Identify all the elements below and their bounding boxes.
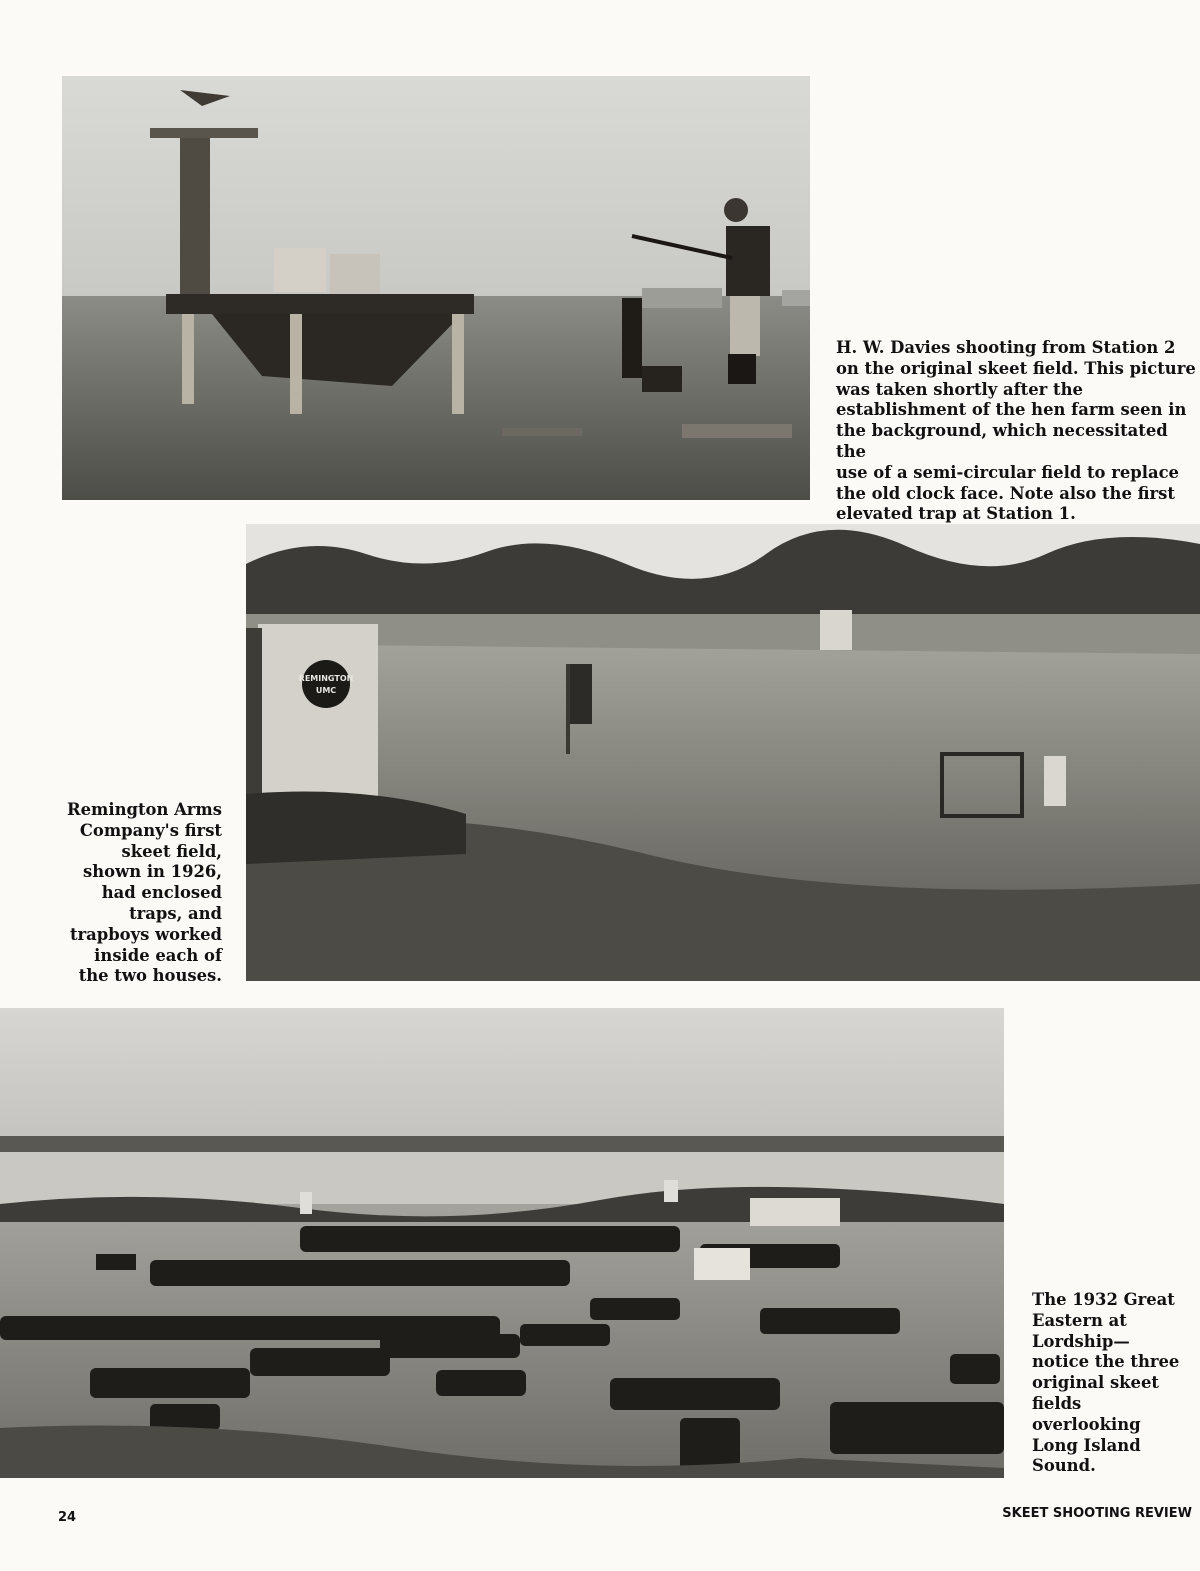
publication-title: SKEET SHOOTING REVIEW [1002, 1506, 1192, 1521]
sign-umc-text: UMC [315, 686, 337, 695]
caption-davies-station-2: H. W. Davies shooting from Station 2 on the original skeet field. This picture was taken shortly after the establishment of the hen farm seen in the background, which necessitated the use of a semi-circular field to replace the old clock face. Note also the first elevated trap at Station 1. [836, 338, 1196, 524]
photo-remington-first-skeet-field [246, 524, 1200, 981]
photo-davies-station-2 [62, 76, 810, 500]
caption-1932-great-eastern-lordship: The 1932 Great Eastern at Lordship— notice the three original skeet fields overlooking Long Island Sound. [1032, 1290, 1180, 1476]
page-number: 24 [58, 1510, 77, 1525]
sign-remington-text: REMINGTON [298, 674, 354, 683]
photo-1932-great-eastern-lordship [0, 1008, 1004, 1478]
caption-remington-first-skeet-field: Remington Arms Company's first skeet field, shown in 1926, had enclosed traps, and trapboys worked inside each of the two houses. [66, 800, 222, 986]
